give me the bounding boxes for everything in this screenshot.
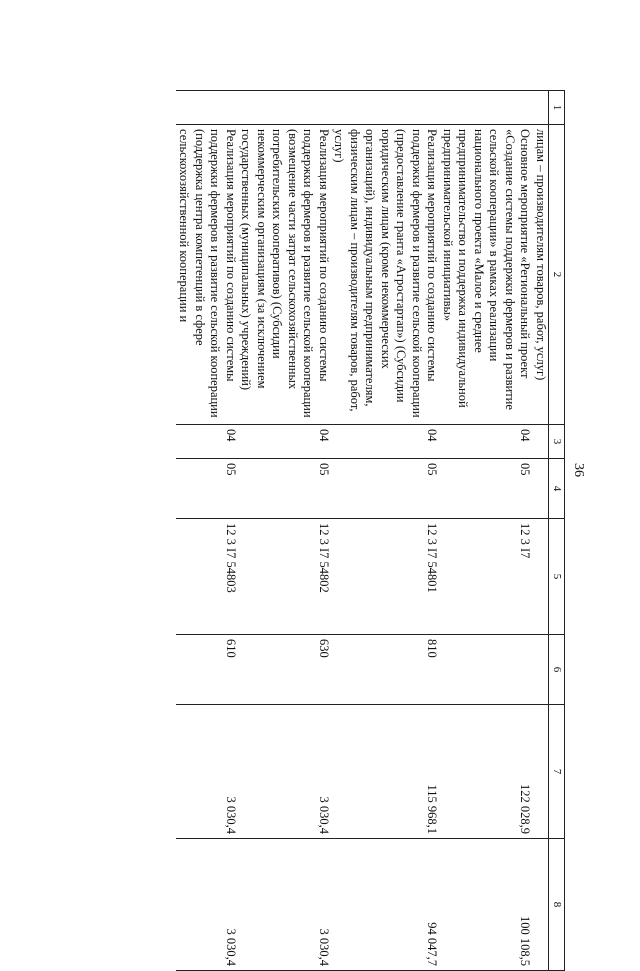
table-row xyxy=(331,91,440,971)
column-number: 7 xyxy=(549,705,565,839)
budget-table-sheet xyxy=(110,90,565,970)
row-sum-2: 100 108,5 xyxy=(440,839,533,971)
row-pr: 05 xyxy=(238,459,331,519)
column-number: 6 xyxy=(549,635,565,705)
row-vr: 810 xyxy=(331,635,440,705)
row-pr: 05 xyxy=(176,459,238,519)
table-row xyxy=(440,91,533,971)
row-name: Реализация мероприятий по созданию системы поддержки фермеров и развитие сельской кооперации (предоставление гранта «Агростартап») (Субсидии юридическим лицам (кроме некоммерческих организаций), индивидуальным предпринимателям, физическим лицам – производителям товаров, работ, услуг) xyxy=(331,125,440,425)
row-sum-1: 3 030,4 xyxy=(176,705,238,839)
row-sum-1: 115 968,1 xyxy=(331,705,440,839)
page-number: 36 xyxy=(571,463,586,477)
column-number: 5 xyxy=(549,519,565,635)
row-pr: 05 xyxy=(440,459,533,519)
row-rz: 04 xyxy=(238,425,331,459)
row-rz: 04 xyxy=(331,425,440,459)
row-sum-1: 3 030,4 xyxy=(238,705,331,839)
row-name: Реализация мероприятий по созданию системы поддержки фермеров и развитие сельской кооперации (поддержка центра компетенций в сфере сельскохозяйственной кооперации и xyxy=(176,125,238,425)
column-number-row xyxy=(549,91,565,971)
budget-table xyxy=(176,90,565,971)
row-vr xyxy=(440,635,533,705)
column-number: 2 xyxy=(549,125,565,425)
table-row xyxy=(238,91,331,971)
row-rz: 04 xyxy=(440,425,533,459)
column-number: 1 xyxy=(549,91,565,125)
continuation-text: лицам – производителям товаров, работ, услуг) xyxy=(533,125,549,425)
row-csr: 12 3 I7 54801 xyxy=(331,519,440,635)
row-sum-2: 3 030,4 xyxy=(176,839,238,971)
column-number: 3 xyxy=(549,425,565,459)
row-csr: 12 3 I7 xyxy=(440,519,533,635)
row-csr: 12 3 I7 54803 xyxy=(176,519,238,635)
row-pr: 05 xyxy=(331,459,440,519)
table-row xyxy=(176,91,238,971)
row-name: Реализация мероприятий по созданию системы поддержки фермеров и развитие сельской кооперации (возмещение части затрат сельскохозяйственных потребительских кооперативов) (Субсидии некоммерческим организациям (за исключением государственных (муниципальных) учреждений) xyxy=(238,125,331,425)
row-sum-2: 94 047,7 xyxy=(331,839,440,971)
table-row xyxy=(533,91,549,971)
row-vr: 630 xyxy=(238,635,331,705)
column-number: 8 xyxy=(549,839,565,971)
row-sum-2: 3 030,4 xyxy=(238,839,331,971)
row-rz: 04 xyxy=(176,425,238,459)
column-number: 4 xyxy=(549,459,565,519)
row-sum-1: 122 028,9 xyxy=(440,705,533,839)
row-csr: 12 3 I7 54802 xyxy=(238,519,331,635)
row-name: Основное мероприятие «Региональный проект «Создание системы поддержки фермеров и развитие сельской кооперации» в рамках реализации национального проекта «Малое и среднее предпринимательство и поддержка индивидуальной предпринимательской инициативы» xyxy=(440,125,533,425)
row-vr: 610 xyxy=(176,635,238,705)
